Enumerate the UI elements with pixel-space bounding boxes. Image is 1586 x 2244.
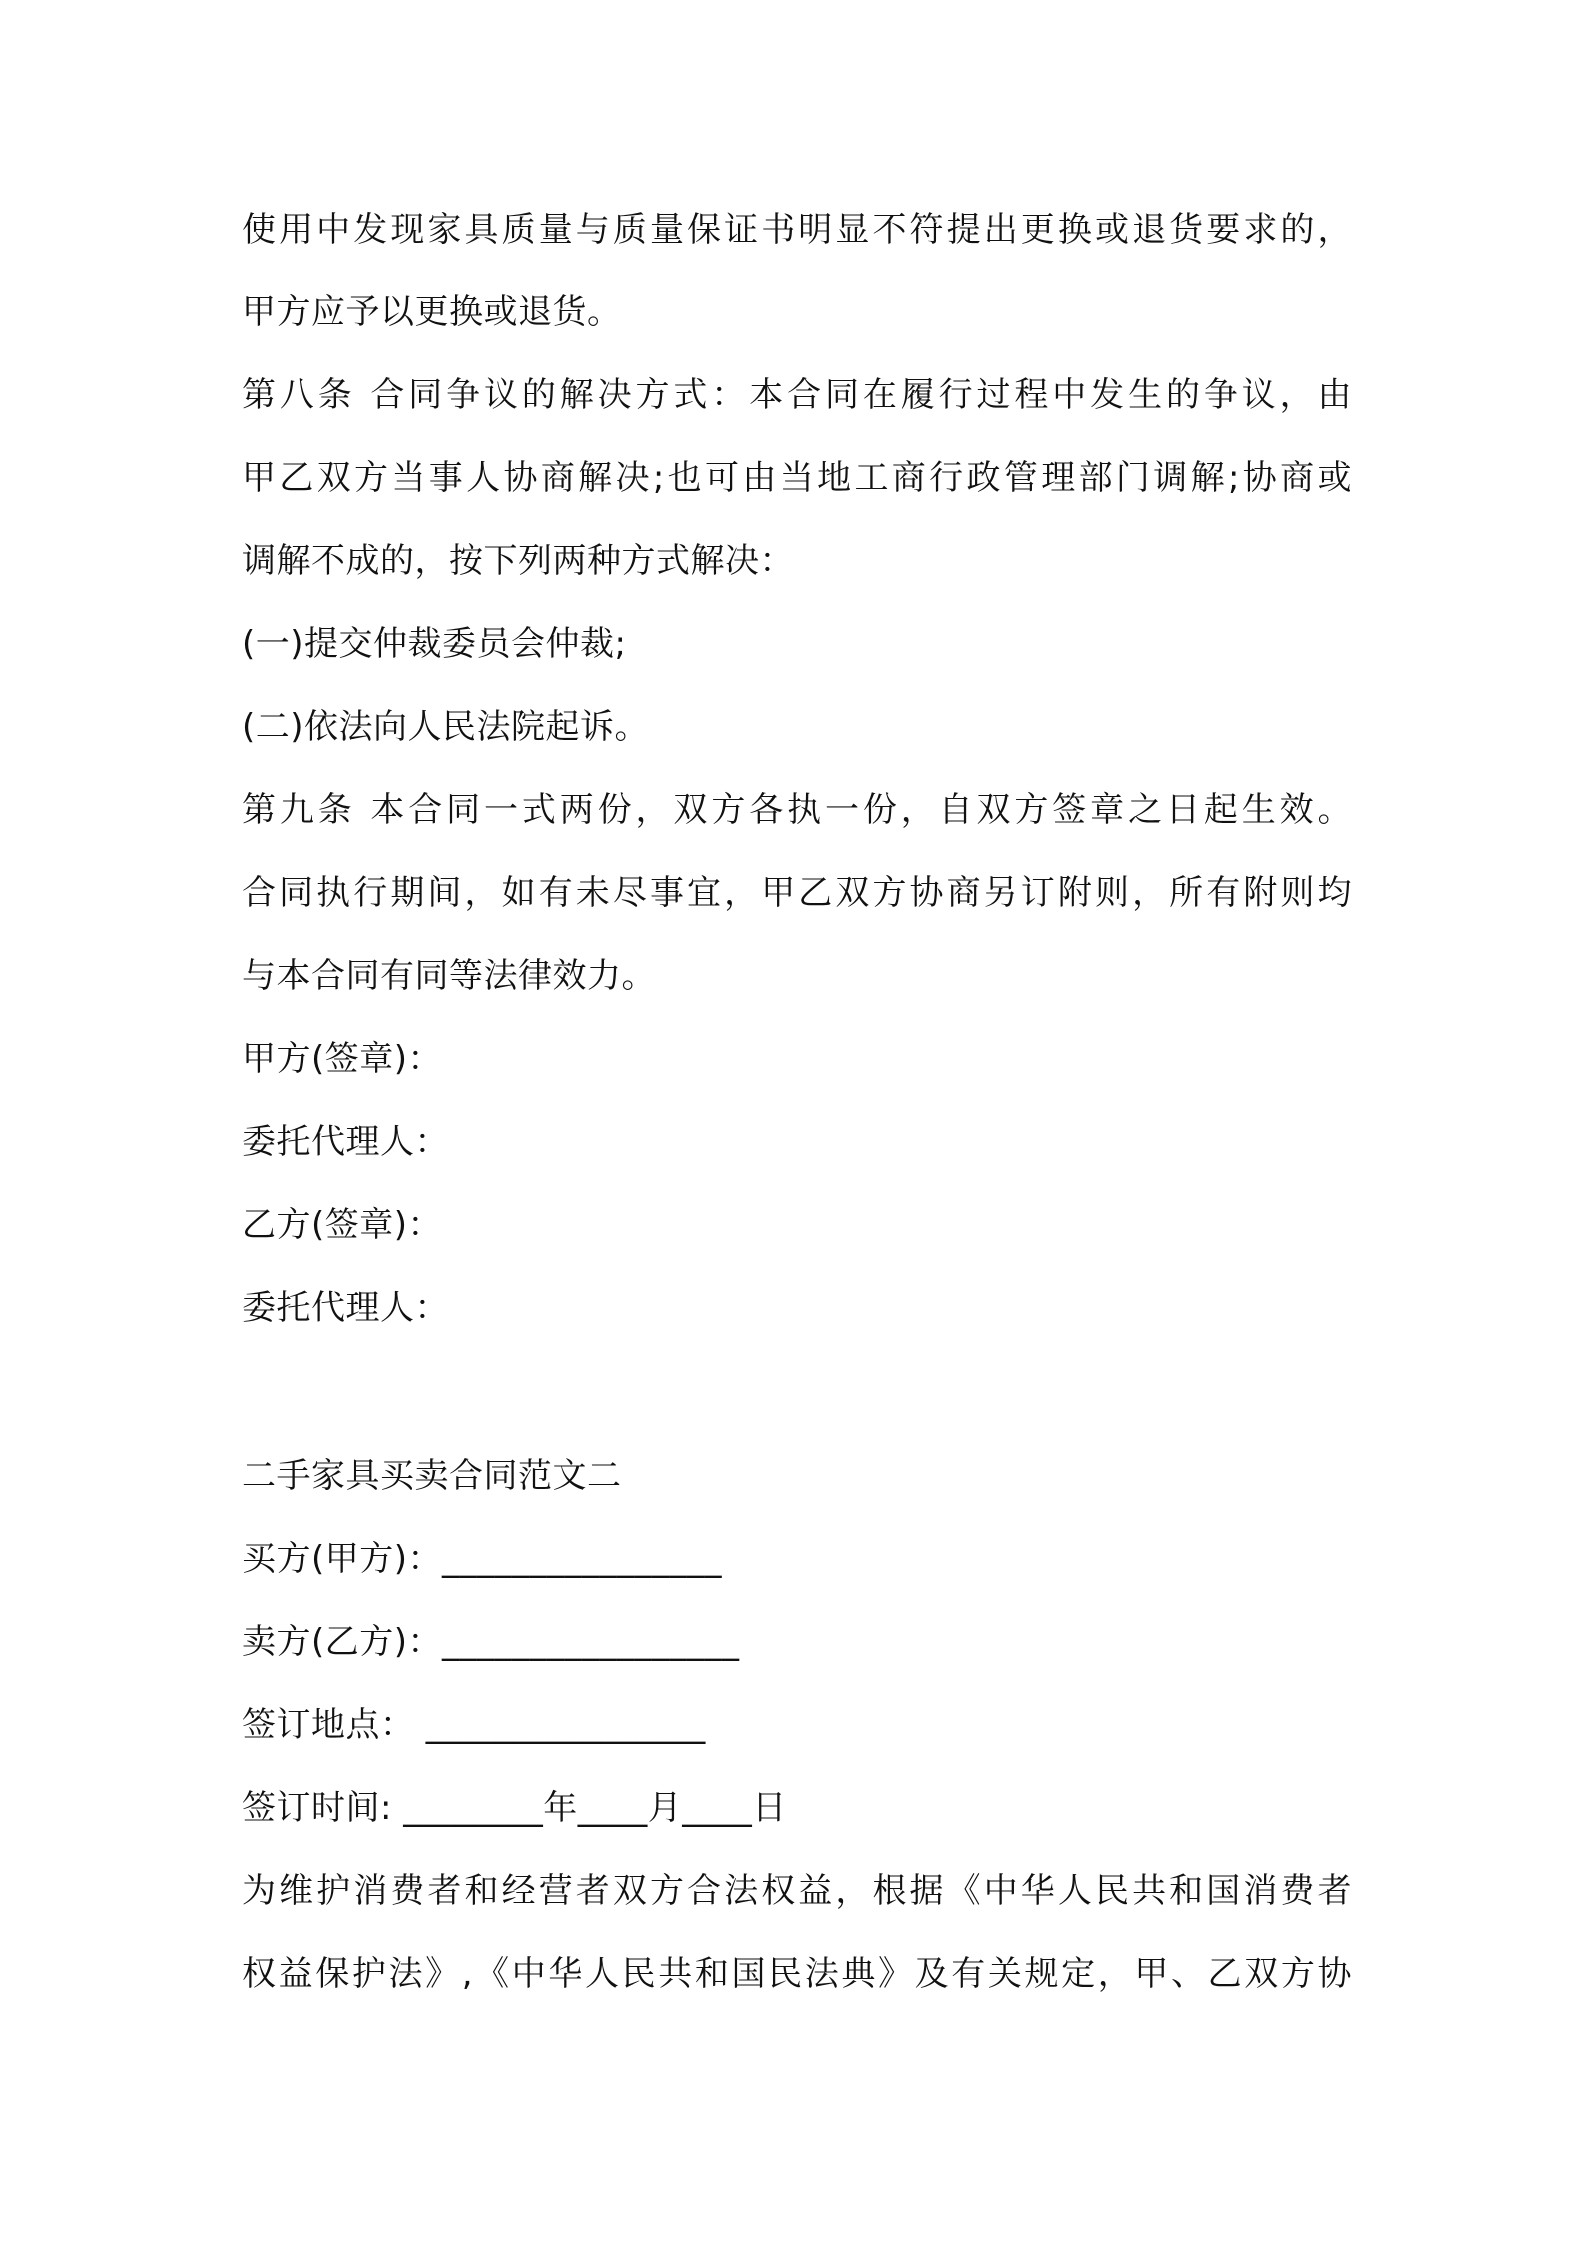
buyer-field: 买方(甲方)：________________ [242, 1539, 723, 1579]
signing-date-field: 签订时间: ________年____月____日 [242, 1788, 787, 1828]
paragraph-line: 与本合同有同等法律效力。 [242, 956, 656, 996]
article-9-line: 第九条 本合同一式两份，双方各执一份，自双方签章之日起生效。 [242, 790, 1352, 830]
article-8-line: 第八条 合同争议的解决方式：本合同在履行过程中发生的争议，由 [242, 375, 1352, 415]
list-item: (一)提交仲裁委员会仲裁; [242, 624, 627, 664]
party-a-signature: 甲方(签章)： [242, 1039, 443, 1079]
paragraph-line: 为维护消费者和经营者双方合法权益，根据《中华人民共和国消费者 [242, 1871, 1352, 1911]
list-item: (二)依法向人民法院起诉。 [242, 707, 650, 747]
party-b-agent: 委托代理人： [242, 1288, 449, 1328]
paragraph-line: 甲方应予以更换或退货。 [242, 292, 622, 332]
party-a-agent: 委托代理人： [242, 1122, 449, 1162]
section-title: 二手家具买卖合同范文二 [242, 1456, 622, 1496]
paragraph-line: 调解不成的，按下列两种方式解决： [242, 541, 794, 581]
signing-place-field: 签订地点： ________________ [242, 1705, 706, 1745]
paragraph-line: 甲乙双方当事人协商解决;也可由当地工商行政管理部门调解;协商或 [242, 458, 1352, 498]
paragraph-line: 合同执行期间，如有未尽事宜，甲乙双方协商另订附则，所有附则均 [242, 873, 1352, 913]
paragraph-line: 使用中发现家具质量与质量保证书明显不符提出更换或退货要求的， [242, 210, 1352, 250]
paragraph-line: 权益保护法》,《中华人民共和国民法典》及有关规定，甲、乙双方协 [242, 1954, 1352, 1994]
seller-field: 卖方(乙方)：_________________ [242, 1622, 740, 1662]
party-b-signature: 乙方(签章)： [242, 1205, 443, 1245]
